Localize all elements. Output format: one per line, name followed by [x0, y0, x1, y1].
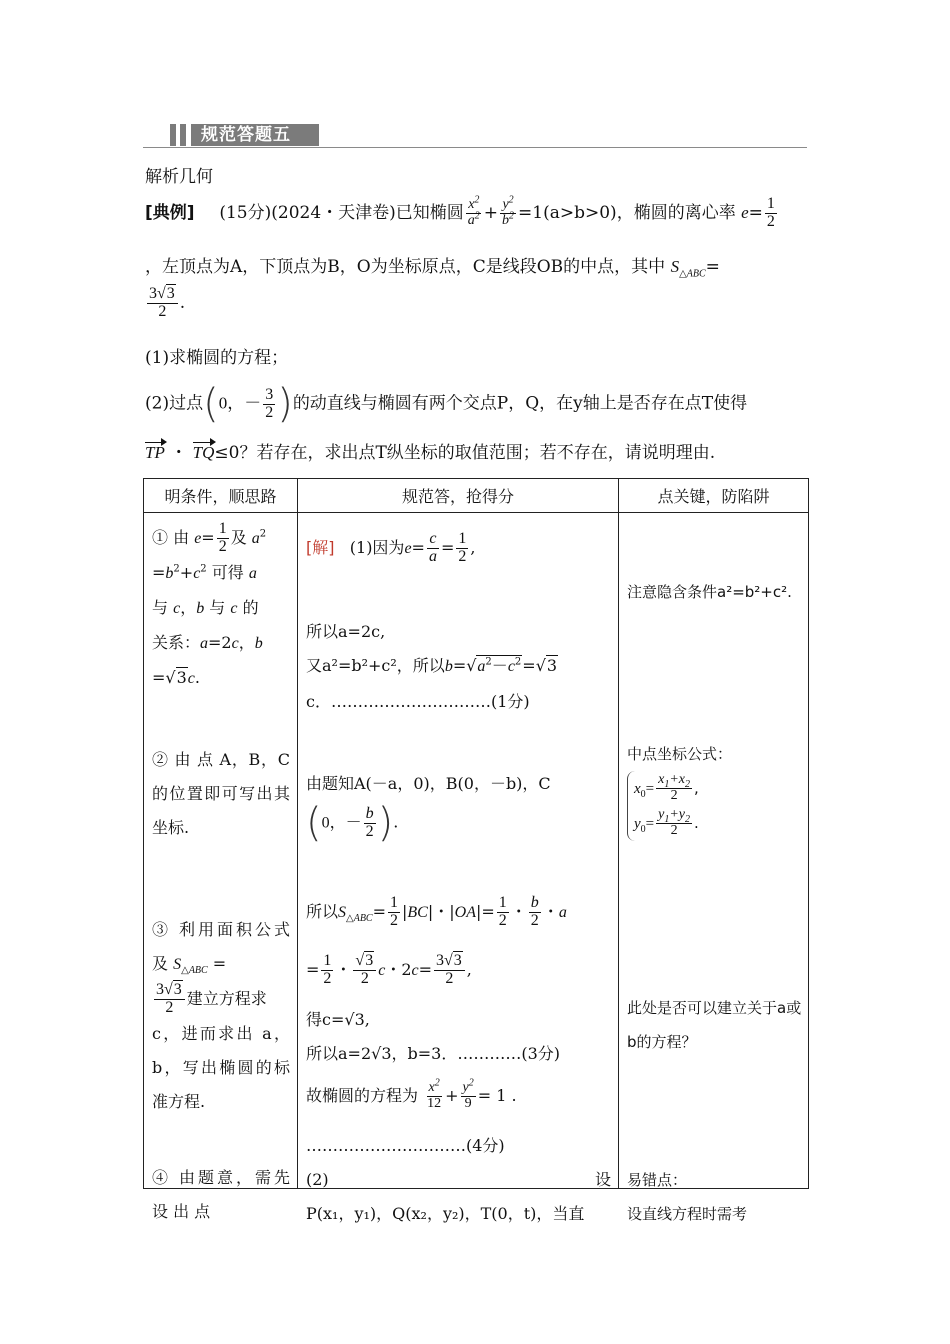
table-body-row — [144, 513, 809, 1189]
key-text: 中点坐标公式： — [627, 745, 733, 763]
answer-line-12: …………………………(4分) — [306, 1136, 505, 1155]
problem-part-2-cont: TP ・ TQ≤0？若存在，求出点T纵坐标的取值范围；若不存在，请说明理由. — [145, 443, 716, 463]
fraction-y2-b2: $\frac{y^2}{b^2}$ — [502, 194, 515, 228]
answer-text: 故椭圆的方程为 — [306, 1086, 419, 1105]
condition-text: 可得 — [211, 563, 244, 582]
answer-text: (2) — [306, 1170, 329, 1189]
answer-line-3: 又a²=b²+c²，所以$b=√a^2-c^2=√3$ — [306, 656, 558, 675]
answer-line-7: 所以$S_{\triangle ABC}=$ $\frac{1}{2}$ |BC|・|OA|= $\frac{1}{2}$ ・ $\frac{b}{2}$ ・a — [306, 894, 567, 929]
fraction-x2-a2: $\frac{x^2}{a^2}$ — [467, 194, 480, 228]
header-decor-bar — [180, 124, 186, 146]
fraction-c-a: $\frac{c}{a}$ — [428, 530, 437, 565]
condition-step-2: ② 由 点 A，B，C的位置即可写出其坐标. — [152, 750, 290, 837]
header-cell-answer: 规范答，抢得分 — [298, 479, 619, 513]
header-cell-key-points: 点关键，防陷阱 — [619, 479, 809, 513]
problem-part-1: (1)求椭圆的方程； — [145, 348, 289, 368]
column-conditions — [144, 513, 298, 1221]
midpoint-formula-brace: $x_0=$ $\frac{x_1+x_2}{2}$ , $y_0=$ $\frac{y_1+y_2}{2}$ . — [627, 771, 699, 841]
answer-line-6: (0，－ $\frac{b}{2}$ ). — [306, 800, 399, 846]
answer-text: 所以 — [306, 902, 339, 921]
fraction-three-halves: $\frac{3}{2}$ — [265, 385, 274, 421]
column-answer — [298, 513, 619, 1223]
fraction-one-half: $\frac{1}{2}$ — [766, 195, 775, 230]
answer-line-2: 所以a=2c, — [306, 622, 386, 641]
answer-text: 又a²=b²+c²，所以 — [306, 656, 445, 675]
fraction-one-half: $\frac{1}{2}$ — [218, 520, 227, 555]
problem-intro: (15分)(2024・天津卷)已知椭圆 — [219, 202, 464, 223]
fraction-one-half: $\frac{1}{2}$ — [498, 894, 507, 929]
part2-middle: 的动直线与椭圆有两个交点P，Q，在y轴上是否存在点T使得 — [292, 393, 748, 414]
fraction-midpoint-y: $\frac{y_1+y_2}{2}$ — [658, 807, 691, 838]
fraction-midpoint-x: $\frac{x_1+x_2}{2}$ — [658, 772, 691, 803]
section-header-bar — [143, 121, 807, 149]
key-note-3: 此处是否可以建立关于a或b的方程？ — [627, 999, 802, 1051]
problem-line-2: ，左顶点为A，下顶点为B，O为坐标原点，C是线段OB的中点，其中 $S_{\triangle ABC}=$ — [145, 257, 720, 280]
answer-line-9: 得c=√3, — [306, 1010, 370, 1029]
key-note-4-text: 设直线方程时需考 — [627, 1205, 748, 1223]
fraction-y2-9: $\frac{y^2}{9}$ — [462, 1077, 474, 1111]
condition-step-3: ③ 利用面积公式 及 $S_{\triangle ABC}$ = $\frac{3√3}{2}$ 建立方程求 c，进而求出 a，b，写出椭圆的标准方程. — [152, 920, 290, 1111]
answer-line-13 — [306, 1163, 611, 1197]
fraction-one-half: $\frac{1}{2}$ — [458, 530, 467, 565]
vector-tp: TP — [145, 441, 165, 465]
fraction-area: $\frac{3√3}{2}$ — [147, 286, 178, 321]
condition-text: c，进而求出 a，b，写出椭圆的标准方程. — [152, 1023, 290, 1111]
example-label: [典例] — [145, 202, 195, 223]
header-cell-conditions: 明条件，顺思路 — [144, 479, 298, 513]
condition-step-4: ④ 由题意，需先 设 出 点 — [152, 1168, 290, 1221]
fraction-b-2: $\frac{b}{2}$ — [530, 894, 539, 929]
answer-line-4: c．…………………………(1分) — [306, 692, 530, 711]
answer-line-10: 所以a=2√3，b=3．…………(3分) — [306, 1044, 560, 1063]
fraction-one-half: $\frac{1}{2}$ — [390, 894, 399, 929]
part2-prefix: (2)过点 — [145, 393, 204, 414]
fraction-sqrt3-2: $\frac{√3}{2}$ — [353, 953, 376, 988]
part2-suffix: ≤0？若存在，求出点T纵坐标的取值范围；若不存在，请说明理由. — [214, 443, 716, 463]
solution-label: [解] — [306, 538, 335, 557]
column-key-points — [619, 513, 809, 1223]
answer-text: 设 — [594, 1170, 611, 1189]
problem-line-1: [典例] (15分)(2024・天津卷)已知椭圆 $\frac{x^2}{a^2}$ + $\frac{y^2}{b^2}$ =1(a>b>0)，椭圆的离心率 e= $\frac{1}{2}$ — [145, 194, 775, 230]
fraction-area: $\frac{3√3}{2}$ — [434, 953, 465, 988]
section-tag: 规范答题五 — [191, 124, 319, 146]
answer-line-5: 由题知A(－a，0)，B(0，－b)，C — [306, 774, 551, 793]
condition-text: 关系： — [152, 633, 201, 652]
condition-text: ③ 利用面积公式 及 — [152, 920, 290, 973]
answer-line-11: 故椭圆的方程为 $\frac{x^2}{12}$ + $\frac{y^2}{9}$ = 1 . — [306, 1077, 517, 1111]
problem-eq-tail: =1(a>b>0)，椭圆的离心率 — [518, 202, 736, 223]
answer-text: (1)因为 — [349, 538, 405, 557]
fraction-one-half: $\frac{1}{2}$ — [323, 952, 332, 987]
answer-line-14: P(x₁，y₁)，Q(x₂，y₂)，T(0，t)，当直 — [306, 1204, 585, 1223]
problem-line-3: $\frac{3√3}{2}$ . — [149, 285, 186, 320]
fraction-x2-12: $\frac{x^2}{12}$ — [427, 1077, 442, 1111]
condition-text: 建立方程求 — [186, 989, 267, 1008]
section-title: 解析几何 — [145, 167, 213, 187]
vector-tq: TQ — [193, 441, 215, 465]
solution-table — [143, 478, 809, 1223]
header-decor-bar — [170, 124, 176, 146]
problem-line2-text: ，左顶点为A，下顶点为B，O为坐标原点，C是线段OB的中点，其中 — [145, 257, 666, 277]
condition-step-1: ① 由 e= $\frac{1}{2}$ 及 $a^2$ $=b^2+c^2$ 可得 a 与 c，b 与 c 的 关系：a=2c，b =√3c. — [152, 520, 267, 687]
problem-part-2: (2)过点(0，－ $\frac{3}{2}$ )的动直线与椭圆有两个交点P，Q，在y轴上是否存在点T使得 — [145, 381, 748, 427]
answer-line-8: = $\frac{1}{2}$ ・ $\frac{√3}{2}$ c・2c= $\frac{3√3}{2}$ , — [306, 952, 472, 987]
fraction-b-2: $\frac{b}{2}$ — [365, 804, 374, 840]
header-rule — [143, 147, 807, 148]
table-header-row — [144, 479, 809, 513]
key-note-2 — [627, 737, 802, 841]
key-note-4-title: 易错点： — [627, 1171, 688, 1189]
answer-line-1: [解] (1)因为e= $\frac{c}{a}$ = $\frac{1}{2}$ , — [306, 530, 476, 565]
key-note-1: 注意隐含条件a²=b²+c². — [627, 583, 792, 601]
fraction-area: $\frac{3√3}{2}$ — [154, 982, 185, 1017]
